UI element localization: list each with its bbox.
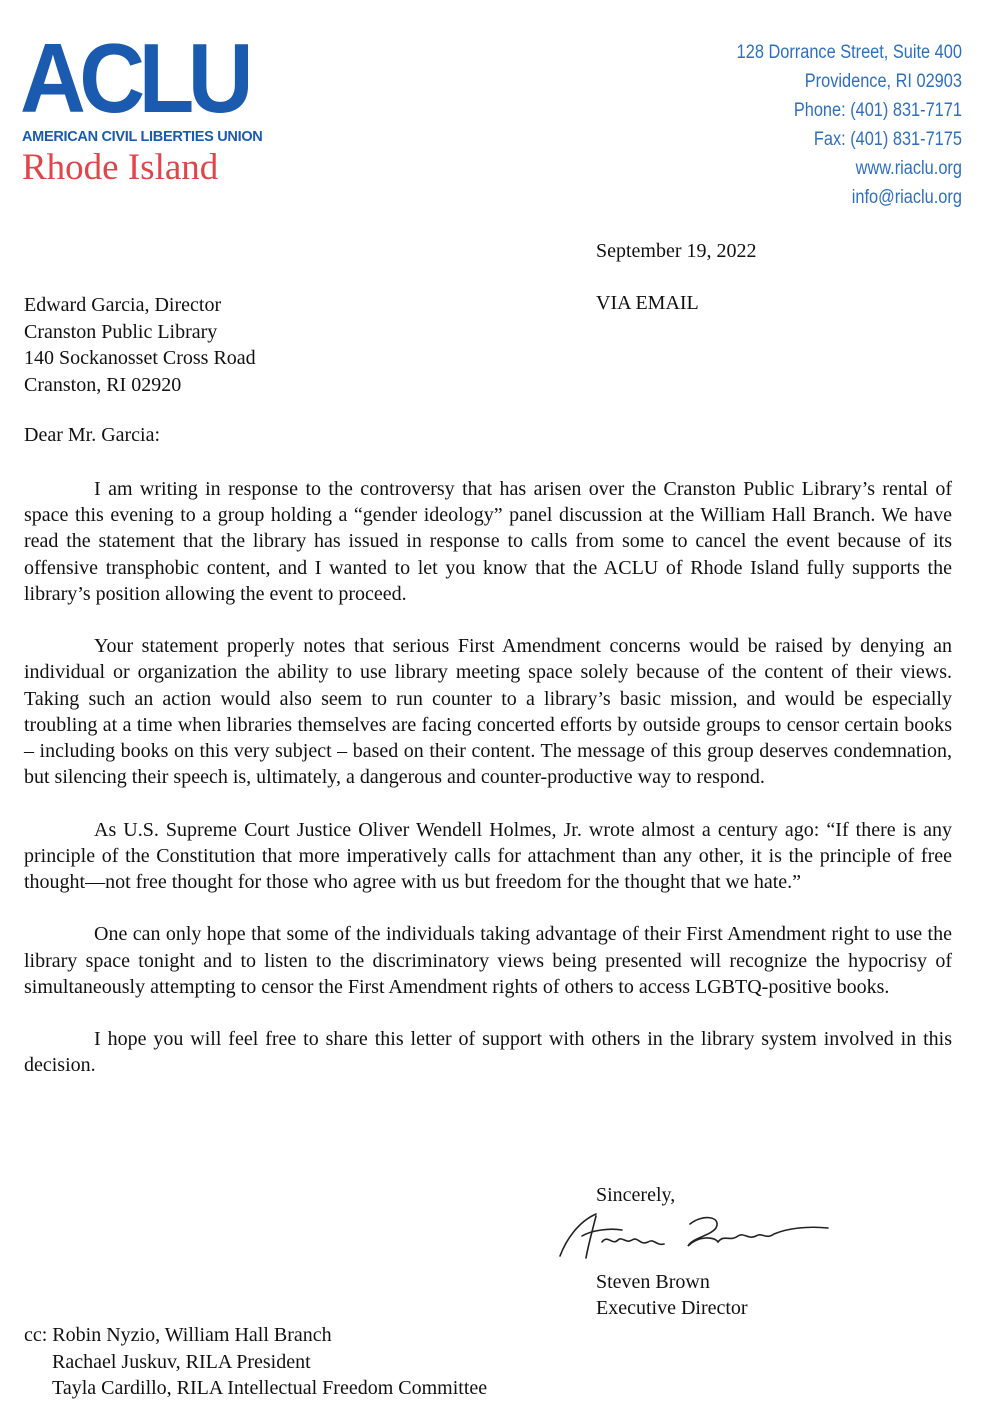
signer-title: Executive Director xyxy=(596,1296,748,1319)
salutation: Dear Mr. Garcia: xyxy=(24,424,161,446)
cc-line: Tayla Cardillo, RILA Intellectual Freedom Committee xyxy=(52,1377,488,1399)
aclu-ri-logo xyxy=(20,23,263,188)
signer-block xyxy=(596,1270,748,1321)
recipient-line: 140 Sockanosset Cross Road xyxy=(24,347,256,369)
cc-line: cc: Robin Nyzio, William Hall Branch xyxy=(24,1324,332,1346)
cc-list xyxy=(24,1322,487,1402)
recipient-line: Cranston, RI 02920 xyxy=(24,373,182,396)
address-fax: Fax: (401) 831-7175 xyxy=(813,129,962,150)
recipient-line: Cranston Public Library xyxy=(24,320,218,343)
handwritten-signature xyxy=(552,1206,832,1266)
recipient-line: Edward Garcia, Director xyxy=(24,294,222,316)
body-paragraph: One can only hope that some of the individuals taking advantage of their First Amendment right to use the library space tonight and to listen to the discriminatory views being presented will recognize the hypocrisy of simultaneously attempting to censor the First Amendment rights of others to access LGBTQ-positive books. xyxy=(24,923,952,998)
address-city: Providence, RI 02903 xyxy=(804,71,962,92)
closing: Sincerely, xyxy=(596,1184,676,1206)
letter-body xyxy=(24,476,952,1105)
letter-date: September 19, 2022 xyxy=(596,240,757,262)
delivery-method: VIA EMAIL xyxy=(596,292,699,314)
address-email: info@riaclu.org xyxy=(851,187,962,208)
logo-state: Rhode Island xyxy=(22,147,219,188)
body-paragraph: I hope you will feel free to share this letter of support with others in the library system involved in this decision. xyxy=(24,1028,952,1077)
body-paragraph: I am writing in response to the controversy that has arisen over the Cranston Public Library’s rental of space this evening to a group holding a “gender ideology” panel discussion at the William Hall Branch. We have read the statement that the library has issued in response to calls from some to cancel the event because of its offensive transphobic content, and I wanted to let you know that the ACLU of Rhode Island fully supports the library’s position allowing the event to proceed. xyxy=(24,478,952,605)
letterhead-address xyxy=(700,38,962,212)
body-paragraph: Your statement properly notes that serious First Amendment concerns would be raised by denying an individual or organization the ability to use library meeting space solely because of the content of their views. Taking such an action would also seem to run counter to a library’s basic mission, and would be especially troubling at a time when libraries themselves are facing concerted efforts by outside groups to censor certain books – including books on this very subject – based on their content. The message of this group deserves condemnation, but silencing their speech is, ultimately, a dangerous and counter-productive way to respond. xyxy=(24,635,952,789)
cc-line: Rachael Juskuv, RILA President xyxy=(52,1350,311,1373)
body-paragraph: As U.S. Supreme Court Justice Oliver Wendell Holmes, Jr. wrote almost a century ago: “If there is any principle of the Constitution that more imperatively calls for attachment than any other, it is the principle of free thought—not free thought for those who agree with us but freedom for the thought that we hate.” xyxy=(24,818,952,894)
address-street: 128 Dorrance Street, Suite 400 xyxy=(736,42,962,63)
recipient-address xyxy=(24,292,256,398)
logo-mark: ACLU xyxy=(20,23,248,133)
logo-subtitle: AMERICAN CIVIL LIBERTIES UNION xyxy=(22,129,263,145)
signer-name: Steven Brown xyxy=(596,1271,710,1293)
address-phone: Phone: (401) 831-7171 xyxy=(793,100,962,121)
address-website: www.riaclu.org xyxy=(855,158,962,179)
